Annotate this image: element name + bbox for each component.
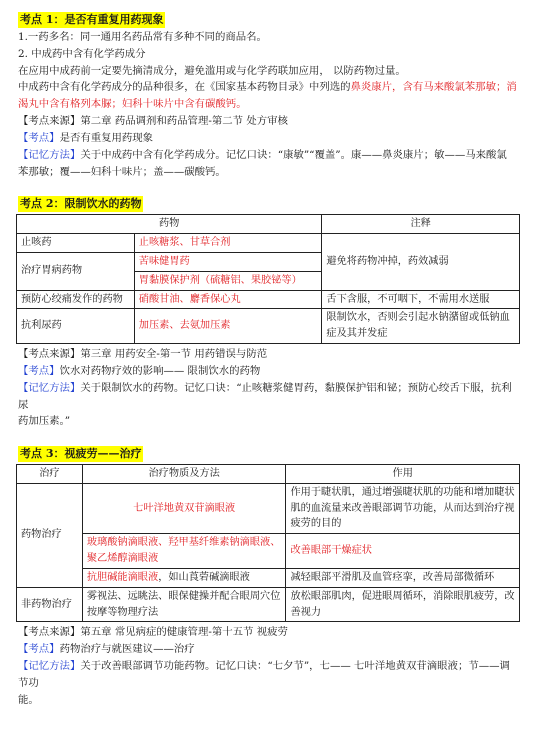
row-label: 预防心绞痛发作的药物 (17, 290, 135, 309)
row-drug: 苦味健胃药 (134, 252, 322, 271)
row-label: 治疗胃病药物 (17, 252, 135, 290)
header-method: 治疗物质及方法 (82, 465, 286, 484)
s2-source-text: 第三章 用药安全-第一节 用药错误与防范 (80, 347, 268, 360)
water-restriction-table (16, 214, 520, 344)
row-drug (82, 568, 286, 587)
row-label: 抗利尿药 (17, 309, 135, 344)
s2-memory-cont: 药加压素。” (18, 415, 71, 428)
section-2-title: 考点 2：限制饮水的药物 (20, 197, 142, 211)
s2-source-label: 【考点来源】 (18, 347, 81, 360)
header-drug: 药物 (17, 215, 322, 234)
table-row (17, 234, 520, 253)
s1-keypoint-text: 是否有重复用药现象 (59, 131, 154, 144)
s3-source-text: 第五章 常见病症的健康管理-第十五节 视疲劳 (80, 626, 288, 639)
non-drug-therapy-label: 非药物治疗 (17, 587, 83, 622)
s3-memory-text-1: 关于改善眼部调节功能药物。记忆口诀：“七夕节”，七—— 七叶洋地黄双苷滴眼液；节——调节功 (18, 660, 510, 689)
table-row (17, 290, 520, 309)
table-row (17, 568, 520, 587)
section-3-title: 考点 3：视疲劳——治疗 (20, 447, 142, 461)
s3-keypoint-label: 【考点】 (18, 643, 60, 656)
table-row (17, 483, 520, 533)
s2-keypoint-label: 【考点】 (18, 364, 60, 377)
header-treatment: 治疗 (17, 465, 83, 484)
s2-memory-label: 【记忆方法】 (18, 381, 81, 394)
table-row (17, 587, 520, 622)
s1-keypoint-label: 【考点】 (18, 131, 60, 144)
table-header-row (17, 215, 520, 234)
s3-keypoint-text: 药物治疗与就医建议——治疗 (59, 643, 195, 656)
row-drug: 玻璃酸钠滴眼液、羟甲基纤维素钠滴眼液、聚乙烯醇滴眼液 (82, 534, 286, 569)
s1-memory-cont: 苯那敏；覆——妇科十味片；盖——碳酸钙。 (18, 165, 226, 178)
row-effect: 减轻眼部平滑肌及血管痉挛，改善局部微循环 (286, 568, 520, 587)
row-drug: 止咳糖浆、甘草合剂 (134, 234, 322, 253)
row-drug-red: 抗胆碱能滴眼液 (86, 571, 159, 583)
section-3-heading (18, 446, 518, 463)
row-drug: 硝酸甘油、麝香保心丸 (134, 290, 322, 309)
table-row (17, 534, 520, 569)
row-note: 避免将药物冲掉，药效减弱 (322, 234, 520, 290)
s1-line-4-red: 鼻炎康片，含有马来酸氯苯那敏；消渴丸中含有格列本脲；妇科十味片中含有碳酸钙。 (18, 81, 517, 111)
row-label: 止咳药 (17, 234, 135, 253)
s3-source (18, 624, 518, 641)
s1-memory-label: 【记忆方法】 (18, 148, 81, 161)
s3-memory (18, 658, 518, 692)
row-note: 限制饮水，否则会引起水钠潴留或低钠血症及其并发症 (322, 309, 520, 344)
row-drug: 加压素、去氨加压素 (134, 309, 322, 344)
drug-therapy-label: 药物治疗 (17, 483, 83, 587)
s2-memory-text-1: 关于限制饮水的药物。记忆口诀：“止咳糖浆健胃药，黏膜保护铝和铋；预防心绞舌下服，抗利尿 (18, 381, 512, 411)
s2-source (18, 346, 518, 363)
s1-line-4-text: 中成药中含有化学药成分的品种很多，在《国家基本药物目录》中列选的 (18, 81, 351, 94)
s1-memory-text-1: 关于中成药中含有化学药成分。记忆口诀：“康敏”“覆盖”。康——鼻炎康片；敏——马来酸氯 (80, 148, 507, 161)
row-drug-rest: ，如山莨菪碱滴眼液 (158, 571, 250, 583)
s1-line-3: 在应用中成药前一定要先摘清成分，避免滥用或与化学药联加应用， 以防药物过量。 (18, 64, 406, 77)
section-1-title: 考点 1：是否有重复用药现象 (20, 13, 164, 26)
section-1-heading (18, 12, 518, 29)
s1-keypoint (18, 130, 518, 147)
header-note: 注释 (322, 215, 520, 234)
table-row (17, 309, 520, 344)
document-page (18, 10, 518, 709)
row-note: 舌下含服，不可咽下，不需用水送服 (322, 290, 520, 309)
s2-keypoint-text: 饮水对药物疗效的影响—— 限制饮水的药物 (59, 364, 261, 377)
row-effect: 放松眼部肌肉，促进眼周循环，消除眼肌疲劳，改善视力 (286, 587, 520, 622)
visual-fatigue-table (16, 464, 520, 622)
s3-keypoint (18, 641, 518, 658)
s2-memory (18, 380, 518, 414)
row-effect: 作用于睫状肌，通过增强睫状肌的功能和增加睫状肌的血流量来改善眼部调节功能，从而达到治疗视疲劳的目的 (286, 483, 520, 533)
header-effect: 作用 (286, 465, 520, 484)
section-2-heading (18, 196, 518, 213)
s1-line-4 (18, 79, 518, 113)
s2-keypoint (18, 363, 518, 380)
s3-source-label: 【考点来源】 (18, 626, 81, 639)
row-drug: 七叶洋地黄双苷滴眼液 (82, 483, 286, 533)
row-effect: 改善眼部干燥症状 (286, 534, 520, 569)
s1-source-text: 第二章 药品调剂和药品管理-第二节 处方审核 (80, 115, 288, 128)
table-header-row (17, 465, 520, 484)
row-method: 雾视法、远眺法、眼保健操并配合眼周穴位按摩等物理疗法 (82, 587, 286, 622)
row-drug: 胃黏膜保护剂（硫糖铝、果胶铋等） (134, 271, 322, 290)
s1-line-1: 1.一药多名：同一通用名药品常有多种不同的商品名。 (18, 30, 267, 43)
s1-source (18, 113, 518, 130)
s3-memory-cont: 能。 (18, 693, 39, 706)
s1-memory (18, 147, 518, 164)
s3-memory-label: 【记忆方法】 (18, 660, 81, 673)
s1-line-2: 2. 中成药中含有化学药成分 (18, 47, 146, 60)
s1-source-label: 【考点来源】 (18, 115, 81, 128)
